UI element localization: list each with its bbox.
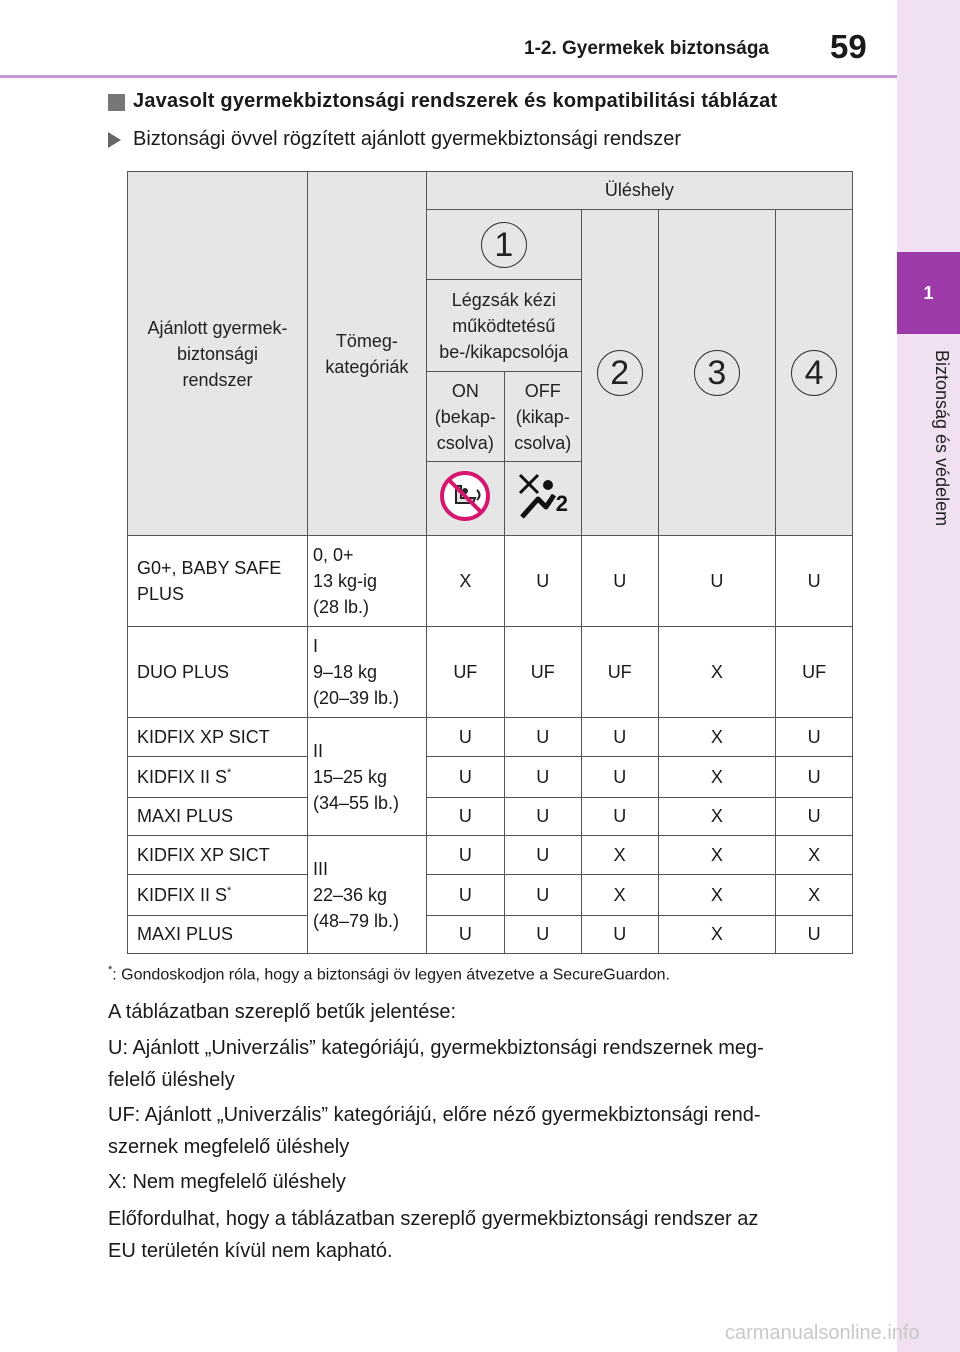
seat-number-3: 3 xyxy=(694,350,740,396)
weight-class: III 22–36 kg (48–79 lb.) xyxy=(307,836,426,954)
seat-number-1: 1 xyxy=(481,222,527,268)
value-cell: U xyxy=(581,916,658,954)
heading-square-icon xyxy=(108,94,125,111)
seat-3-cell xyxy=(658,210,776,536)
seat-4-cell xyxy=(776,210,853,536)
legend-intro: A táblázatban szereplő betűk jelentése: xyxy=(108,1001,457,1023)
airbag-switch-header: Légzsák kézi működtetésű be-/kikapcsolója xyxy=(426,280,581,372)
value-cell: U xyxy=(776,916,853,954)
legend-u: U: Ajánlott „Univerzális” kategóriájú, gyermekbiztonsági rendszernek meg- felelő üléshely xyxy=(108,1037,764,1091)
value-cell: U xyxy=(504,836,581,875)
table-row xyxy=(128,916,853,954)
seat-number-2: 2 xyxy=(597,350,643,396)
value-cell: U xyxy=(504,718,581,757)
seat-number-4: 4 xyxy=(791,350,837,396)
seat-2-cell xyxy=(581,210,658,536)
airbag-off-header: OFF (kikap-csolva) xyxy=(504,372,581,462)
value-cell: X xyxy=(658,718,776,757)
chapter-number: 1 xyxy=(897,252,960,334)
page-number: 59 xyxy=(830,28,867,65)
value-cell: UF xyxy=(426,627,504,718)
passenger-airbag-off-cell xyxy=(504,462,581,536)
value-cell: X xyxy=(776,836,853,875)
section-title: 1-2. Gyermekek biztonsága xyxy=(524,38,769,59)
seat-1-cell xyxy=(426,210,581,280)
value-cell: U xyxy=(426,916,504,954)
airbag-off-badge: 2 xyxy=(555,491,569,516)
legend-x: X: Nem megfelelő üléshely xyxy=(108,1171,346,1193)
table-row xyxy=(128,757,853,798)
value-cell: X xyxy=(658,836,776,875)
availability-note: Előfordulhat, hogy a táblázatban szereplő gyermekbiztonsági rendszer az EU területén kívül nem kapható. xyxy=(108,1208,759,1262)
value-cell: U xyxy=(504,757,581,798)
weight-class: II 15–25 kg (34–55 lb.) xyxy=(307,718,426,836)
value-cell: U xyxy=(776,757,853,798)
value-cell: U xyxy=(776,536,853,627)
value-cell: U xyxy=(426,836,504,875)
value-cell: UF xyxy=(504,627,581,718)
airbag-on-header: ON (bekap-csolva) xyxy=(426,372,504,462)
col-header-system: Ajánlott gyermek-biztonsági rendszer xyxy=(128,172,308,536)
system-name: MAXI PLUS xyxy=(128,798,308,836)
no-rear-facing-seat-cell xyxy=(426,462,504,536)
value-cell: UF xyxy=(581,627,658,718)
value-cell: U xyxy=(426,757,504,798)
footnote: *: Gondoskodjon róla, hogy a biztonsági öv legyen átvezetve a SecureGuardon. xyxy=(108,964,670,984)
seat-position-header: Üléshely xyxy=(426,172,852,210)
value-cell: U xyxy=(504,536,581,627)
value-cell: U xyxy=(658,536,776,627)
value-cell: UF xyxy=(776,627,853,718)
value-cell: X xyxy=(426,536,504,627)
value-cell: U xyxy=(426,875,504,916)
chapter-title: Biztonság és védelem xyxy=(932,350,952,527)
system-name: G0+, BABY SAFE PLUS xyxy=(128,536,308,627)
value-cell: U xyxy=(504,875,581,916)
compatibility-table xyxy=(127,171,853,954)
value-cell: U xyxy=(581,798,658,836)
side-tab xyxy=(897,0,960,1352)
value-cell: U xyxy=(504,798,581,836)
col-header-weight: Tömeg-kategóriák xyxy=(307,172,426,536)
value-cell: U xyxy=(776,798,853,836)
value-cell: U xyxy=(426,798,504,836)
value-cell: X xyxy=(658,757,776,798)
value-cell: U xyxy=(776,718,853,757)
value-cell: U xyxy=(504,916,581,954)
value-cell: X xyxy=(776,875,853,916)
footnote-marker: * xyxy=(227,884,232,897)
table-row xyxy=(128,627,853,718)
no-rear-facing-child-seat-icon xyxy=(439,470,491,522)
watermark: carmanualsonline.info xyxy=(725,1322,920,1344)
table-row xyxy=(128,536,853,627)
system-name: DUO PLUS xyxy=(128,627,308,718)
value-cell: U xyxy=(426,718,504,757)
value-cell: X xyxy=(658,916,776,954)
system-name: KIDFIX XP SICT xyxy=(128,718,308,757)
system-name: KIDFIX XP SICT xyxy=(128,836,308,875)
value-cell: U xyxy=(581,718,658,757)
legend-uf: UF: Ajánlott „Univerzális” kategóriájú, előre néző gyermekbiztonsági rend- szernek megfelelő üléshely xyxy=(108,1104,761,1158)
value-cell: X xyxy=(658,798,776,836)
value-cell: U xyxy=(581,757,658,798)
value-cell: X xyxy=(658,627,776,718)
system-name: KIDFIX II S* xyxy=(128,757,308,798)
system-name: KIDFIX II S* xyxy=(128,875,308,916)
subheading: Biztonsági övvel rögzített ajánlott gyermekbiztonsági rendszer xyxy=(133,128,682,150)
weight-class: 0, 0+ 13 kg-ig (28 lb.) xyxy=(307,536,426,627)
system-name: MAXI PLUS xyxy=(128,916,308,954)
weight-class: I 9–18 kg (20–39 lb.) xyxy=(307,627,426,718)
value-cell: X xyxy=(658,875,776,916)
value-cell: X xyxy=(581,836,658,875)
passenger-airbag-off-icon xyxy=(514,471,572,521)
value-cell: X xyxy=(581,875,658,916)
table-row xyxy=(128,718,853,757)
footnote-marker: * xyxy=(227,766,232,779)
table-row xyxy=(128,836,853,875)
table-row xyxy=(128,875,853,916)
value-cell: U xyxy=(581,536,658,627)
triangle-bullet-icon xyxy=(108,132,121,148)
heading: Javasolt gyermekbiztonsági rendszerek és kompatibilitási táblázat xyxy=(133,90,778,112)
header-divider xyxy=(0,75,897,78)
table-row xyxy=(128,798,853,836)
